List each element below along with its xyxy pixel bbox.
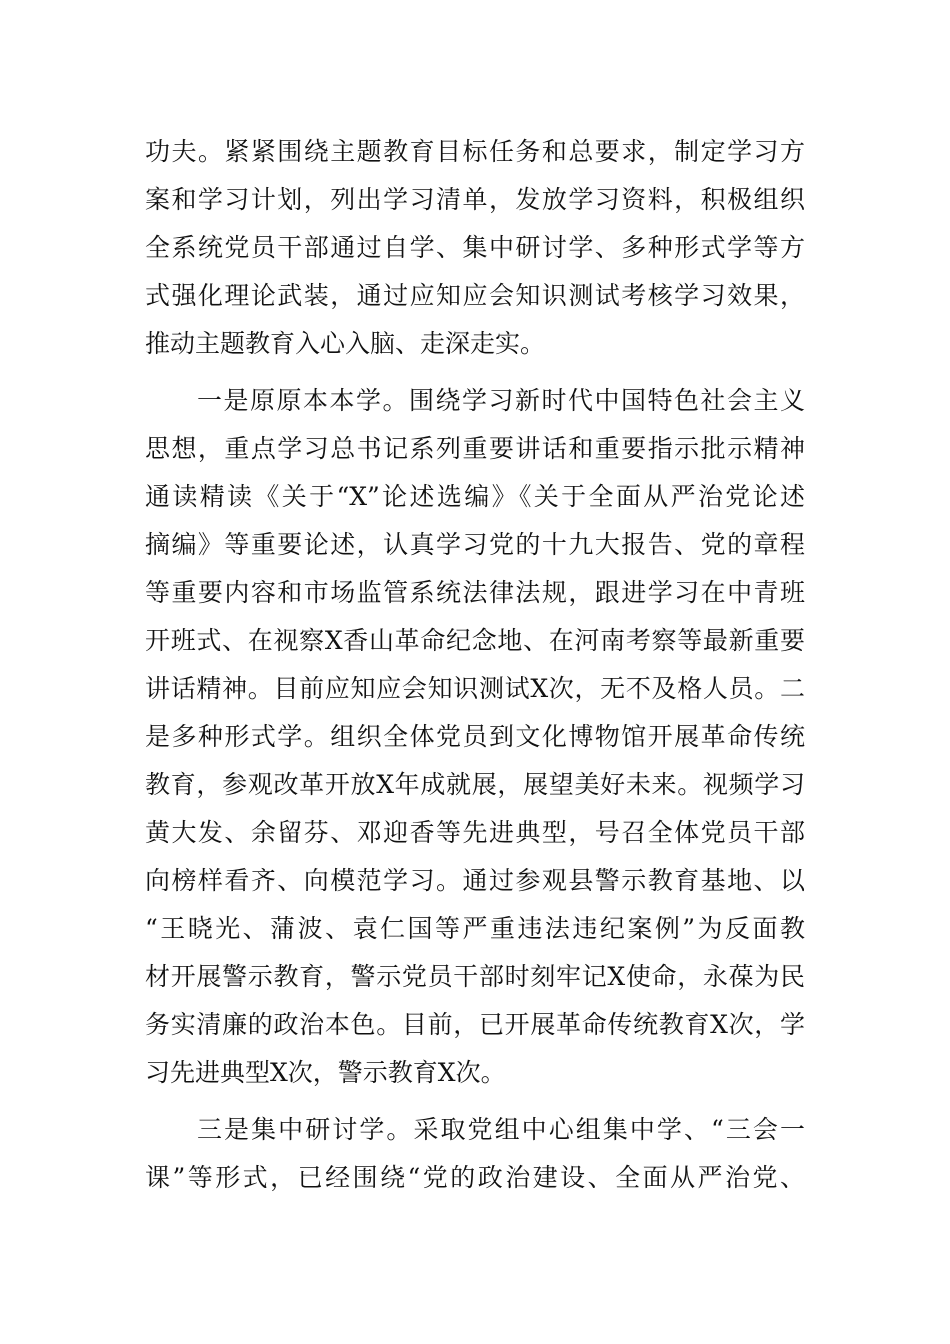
paragraph-first-line: 一是原原本本学。围绕学习新时代中国特色社会主义: [197, 386, 805, 415]
text-line: 课”等形式，已经围绕“党的政治建设、全面从严治党、: [145, 1163, 805, 1192]
text-line: 思想，重点学习总书记系列重要讲话和重要指示批示精神: [145, 434, 805, 463]
text-line: 教育，参观改革开放X年成就展，展望美好未来。视频学习: [145, 770, 805, 799]
text-line: 向榜样看齐、向模范学习。通过参观县警示教育基地、以: [145, 866, 805, 895]
text-line: 推动主题教育入心入脑、走深走实。: [145, 329, 546, 358]
text-line: 材开展警示教育，警示党员干部时刻牢记X使命，永葆为民: [145, 962, 805, 991]
text-line: 习先进典型X次，警示教育X次。: [145, 1058, 506, 1087]
text-line: 案和学习计划，列出学习清单，发放学习资料，积极组织: [145, 185, 805, 214]
text-line: 式强化理论武装，通过应知应会知识测试考核学习效果，: [145, 281, 805, 310]
paragraph-first-line: 三是集中研讨学。采取党组中心组集中学、“三会一: [197, 1115, 805, 1144]
text-line: 是多种形式学。组织全体党员到文化博物馆开展革命传统: [145, 722, 805, 751]
text-line: 通读精读《关于“X”论述选编》《关于全面从严治党论述: [145, 482, 805, 511]
text-line: 摘编》等重要论述，认真学习党的十九大报告、党的章程: [145, 530, 805, 559]
text-line: 等重要内容和市场监管系统法律法规，跟进学习在中青班: [145, 578, 805, 607]
text-line: “王晓光、蒲波、袁仁国等严重违法违纪案例”为反面教: [145, 914, 805, 943]
text-line: 开班式、在视察X香山革命纪念地、在河南考察等最新重要: [145, 626, 805, 655]
text-line: 全系统党员干部通过自学、集中研讨学、多种形式学等方: [145, 233, 805, 262]
text-line: 务实清廉的政治本色。目前，已开展革命传统教育X次，学: [145, 1010, 805, 1039]
text-line: 黄大发、余留芬、邓迎香等先进典型，号召全体党员干部: [145, 818, 805, 847]
text-line: 讲话精神。目前应知应会知识测试X次，无不及格人员。二: [145, 674, 805, 703]
text-line: 功夫。紧紧围绕主题教育目标任务和总要求，制定学习方: [145, 137, 805, 166]
